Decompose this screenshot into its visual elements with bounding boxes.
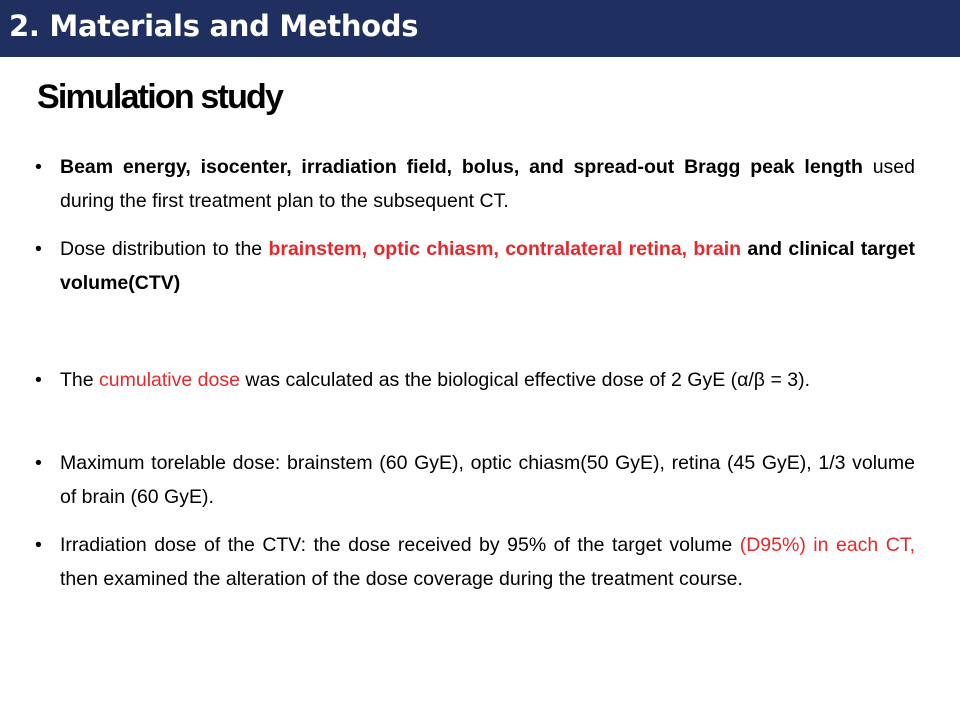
bullet-rest: used during the first treatment plan to the subsequent CT. <box>60 156 915 212</box>
section-header-bar <box>0 0 960 57</box>
bullet-item-beam-parameters <box>35 150 915 218</box>
bullet-item-ctv-dose <box>35 528 915 596</box>
bullet-icon: • <box>35 156 42 178</box>
bullet-lead: Irradiation dose of the CTV: the dose received by 95% of the target volume <box>60 534 740 556</box>
bullet-text <box>60 150 915 218</box>
bullet-lead: The <box>60 369 100 391</box>
bullet-icon: • <box>35 534 42 556</box>
bullet-icon: • <box>35 452 42 474</box>
bullet-item-maximum-dose <box>35 446 915 514</box>
bullet-lead: Dose distribution to the <box>60 238 269 260</box>
bullet-rest: was calculated as the biological effective dose of 2 GyE (α/β = 3). <box>239 369 811 391</box>
bullet-text <box>60 232 915 300</box>
bullet-item-dose-distribution <box>35 232 915 300</box>
bullet-rest: then examined the alteration of the dose coverage during the treatment course. <box>60 568 743 590</box>
bullet-icon: • <box>35 238 42 260</box>
bullet-item-cumulative-dose <box>35 363 915 397</box>
slide-title: Simulation study <box>37 78 283 116</box>
bullet-text <box>60 363 915 397</box>
bullet-red-highlight: cumulative dose <box>99 369 240 391</box>
bullet-red-highlight: (D95%) in each CT, <box>739 534 915 556</box>
bullet-red-bold: brainstem, optic chiasm, contralateral retina, brain <box>268 238 742 260</box>
bullet-text <box>60 528 915 596</box>
bullet-icon: • <box>35 369 42 391</box>
section-title: 2. Materials and Methods <box>9 9 419 43</box>
bullet-bold-tail: and clinical target volume(CTV) <box>60 238 915 294</box>
bullet-text: Maximum torelable dose: brainstem (60 GyE), optic chiasm(50 GyE), retina (45 GyE), 1/3 volume of brain (60 GyE). <box>60 452 915 508</box>
bullet-bold-lead: Beam energy, isocenter, irradiation field, bolus, and spread-out Bragg peak length <box>60 156 863 178</box>
